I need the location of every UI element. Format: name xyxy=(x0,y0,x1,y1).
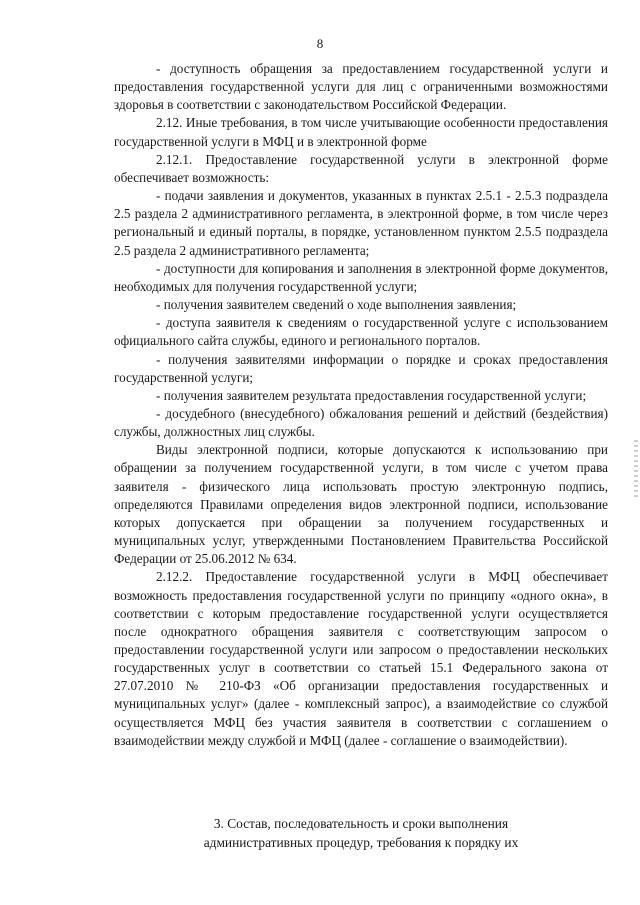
section-heading-line: 3. Состав, последовательность и сроки выполнения xyxy=(213,816,509,831)
paragraph: - доступности для копирования и заполнения в электронной форме документов, необходимых для получения государственной услуги; xyxy=(114,260,608,294)
paragraph: - подачи заявления и документов, указанных в пунктах 2.5.1 - 2.5.3 подраздела 2.5 раздела 2 административного регламента, в электронной форме, в том числе через региональный и единый порталы, в порядке, установленном пунктом 2.5.5 подраздела 2.5 раздела 2 административного регламента; xyxy=(114,188,608,258)
paragraph: - получения заявителем сведений о ходе выполнения заявления; xyxy=(156,297,517,313)
paragraph: 2.12.1. Предоставление государственной услуги в электронной форме обеспечивает возможность: xyxy=(114,151,608,185)
section-heading xyxy=(114,814,608,852)
paragraph: Виды электронной подписи, которые допускаются к использованию при обращении за получением государственной услуги, в том числе с учетом права заявителя - физического лица использовать простую электронную подпись, определяются Правилами определения видов электронной подписи, использование которых допускается при обращении за получением государственных и муниципальных услуг, утвержденными Постановлением Правительства Российской Федерации от 25.06.2012 № 634. xyxy=(114,442,608,567)
paragraph: - досудебного (внесудебного) обжалования решений и действий (бездействия) службы, должностных лиц службы. xyxy=(114,405,608,440)
paragraph: - доступа заявителя к сведениям о государственной услуге с использованием официального сайта службы, единого и регионального порталов. xyxy=(114,315,608,349)
document-body xyxy=(114,60,608,750)
paragraph: 2.12.2. Предоставление государственной услуги в МФЦ обеспечивает возможность предоставления государственной услуги по принципу «одного окна», в соответствии с которым предоставление государственной услуги осуществляется после однократного обращения заявителя с соответствующим запросом о предоставлении государственной услуги или запросом о предоставлении нескольких государственных услуг в соответствии со статьей 15.1 Федерального закона от 27.07.2010 № 210-ФЗ «Об организации предоставления государственных и муниципальных услуг» (далее - комплексный запрос), а взаимодействие со службой осуществляется МФЦ без участия заявителя в соответствии с соглашением о взаимодействии между службой и МФЦ (далее - соглашение о взаимодействии). xyxy=(114,569,608,748)
paragraph: 2.12. Иные требования, в том числе учитывающие особенности предоставления государственной услуги в МФЦ и в электронной форме xyxy=(114,115,608,149)
scan-margin-mark xyxy=(634,440,638,500)
paragraph: - получения заявителями информации о порядке и сроках предоставления государственной услуги; xyxy=(114,351,608,385)
section-heading-line: административных процедур, требования к порядку их xyxy=(203,835,519,850)
paragraph: - получения заявителем результата предоставления государственной услуги; xyxy=(156,387,587,403)
paragraph: - доступность обращения за предоставлением государственной услуги и предоставления государственной услуги для лиц с ограниченными возможностями здоровья в соответствии с законодательством Российской Федерации. xyxy=(114,61,608,113)
page-number: 8 xyxy=(316,36,324,51)
